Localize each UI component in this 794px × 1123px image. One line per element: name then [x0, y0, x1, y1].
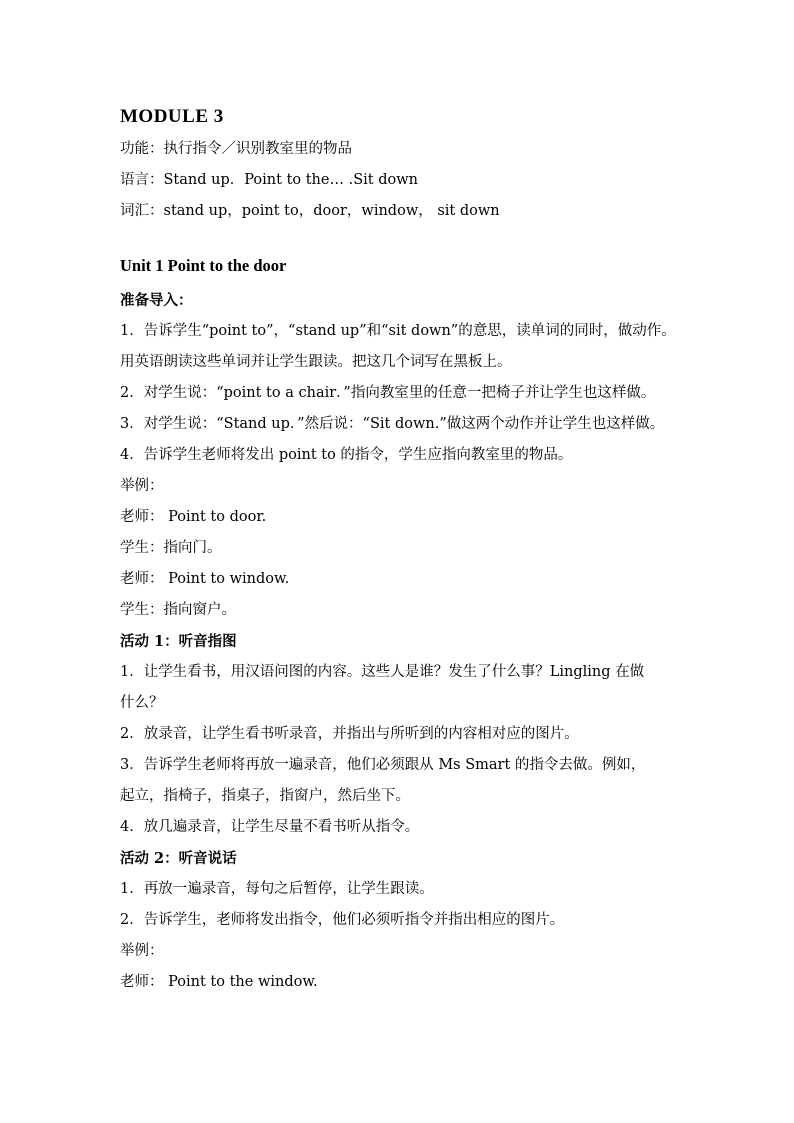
prep-step-1-line-1: 1．告诉学生“point to”，“stand up”和“sit down”的意思，读单词的同时，做动作。	[120, 323, 676, 339]
dialog-line: 学生：指向窗户。	[120, 602, 236, 618]
prep-step-1-line-2: 用英语朗读这些单词并让学生跟读。把这几个词写在黑板上。	[120, 354, 512, 370]
unit-title: Unit 1 Point to the door	[120, 256, 287, 275]
dialog-line: 老师： Point to the window.	[120, 974, 318, 990]
activity-1-step-1-line-2: 什么？	[120, 695, 164, 711]
activity-1-step-3-line-2: 起立，指椅子，指桌子，指窗户，然后坐下。	[120, 788, 410, 804]
activity-1-step-3-line-1: 3．告诉学生老师将再放一遍录音，他们必须跟从 Ms Smart 的指令去做。例如，	[120, 757, 646, 773]
language-line: 语言：Stand up．Point to the… .Sit down	[120, 172, 418, 188]
activity-2-heading: 活动 2：听音说话	[120, 850, 237, 867]
dialog-line: 老师： Point to window.	[120, 571, 290, 587]
prep-step-4: 4．告诉学生老师将发出 point to 的指令，学生应指向教室里的物品。	[120, 447, 573, 463]
activity-1-step-1-line-1: 1．让学生看书，用汉语问图的内容。这些人是谁？发生了什么事？Lingling 在做	[120, 664, 645, 680]
dialog-line: 老师： Point to door.	[120, 509, 267, 525]
activity-2-example-label: 举例：	[120, 943, 164, 959]
prep-step-3: 3．对学生说：“Stand up．”然后说：“Sit down.”做这两个动作并让学生也这样做。	[120, 416, 665, 432]
activity-1-step-4: 4．放几遍录音，让学生尽量不看书听从指令。	[120, 819, 420, 835]
function-line: 功能：执行指令／识别教室里的物品	[120, 141, 352, 157]
dialog-line: 学生：指向门。	[120, 540, 222, 556]
activity-2-step-2: 2．告诉学生，老师将发出指令，他们必须听指令并指出相应的图片。	[120, 912, 565, 928]
activity-2-step-1: 1．再放一遍录音，每句之后暂停，让学生跟读。	[120, 881, 434, 897]
prep-example-label: 举例：	[120, 478, 164, 494]
activity-1-step-2: 2．放录音，让学生看书听录音，并指出与所听到的内容相对应的图片。	[120, 726, 579, 742]
prep-step-2: 2．对学生说：“point to a chair．”指向教室里的任意一把椅子并让学生也这样做。	[120, 385, 656, 401]
activity-1-heading: 活动 1：听音指图	[120, 633, 237, 650]
document-content	[120, 100, 690, 998]
prep-heading: 准备导入：	[120, 292, 193, 309]
module-title: MODULE 3	[120, 106, 224, 127]
vocabulary-line: 词汇：stand up，point to，door，window， sit down	[120, 203, 500, 219]
